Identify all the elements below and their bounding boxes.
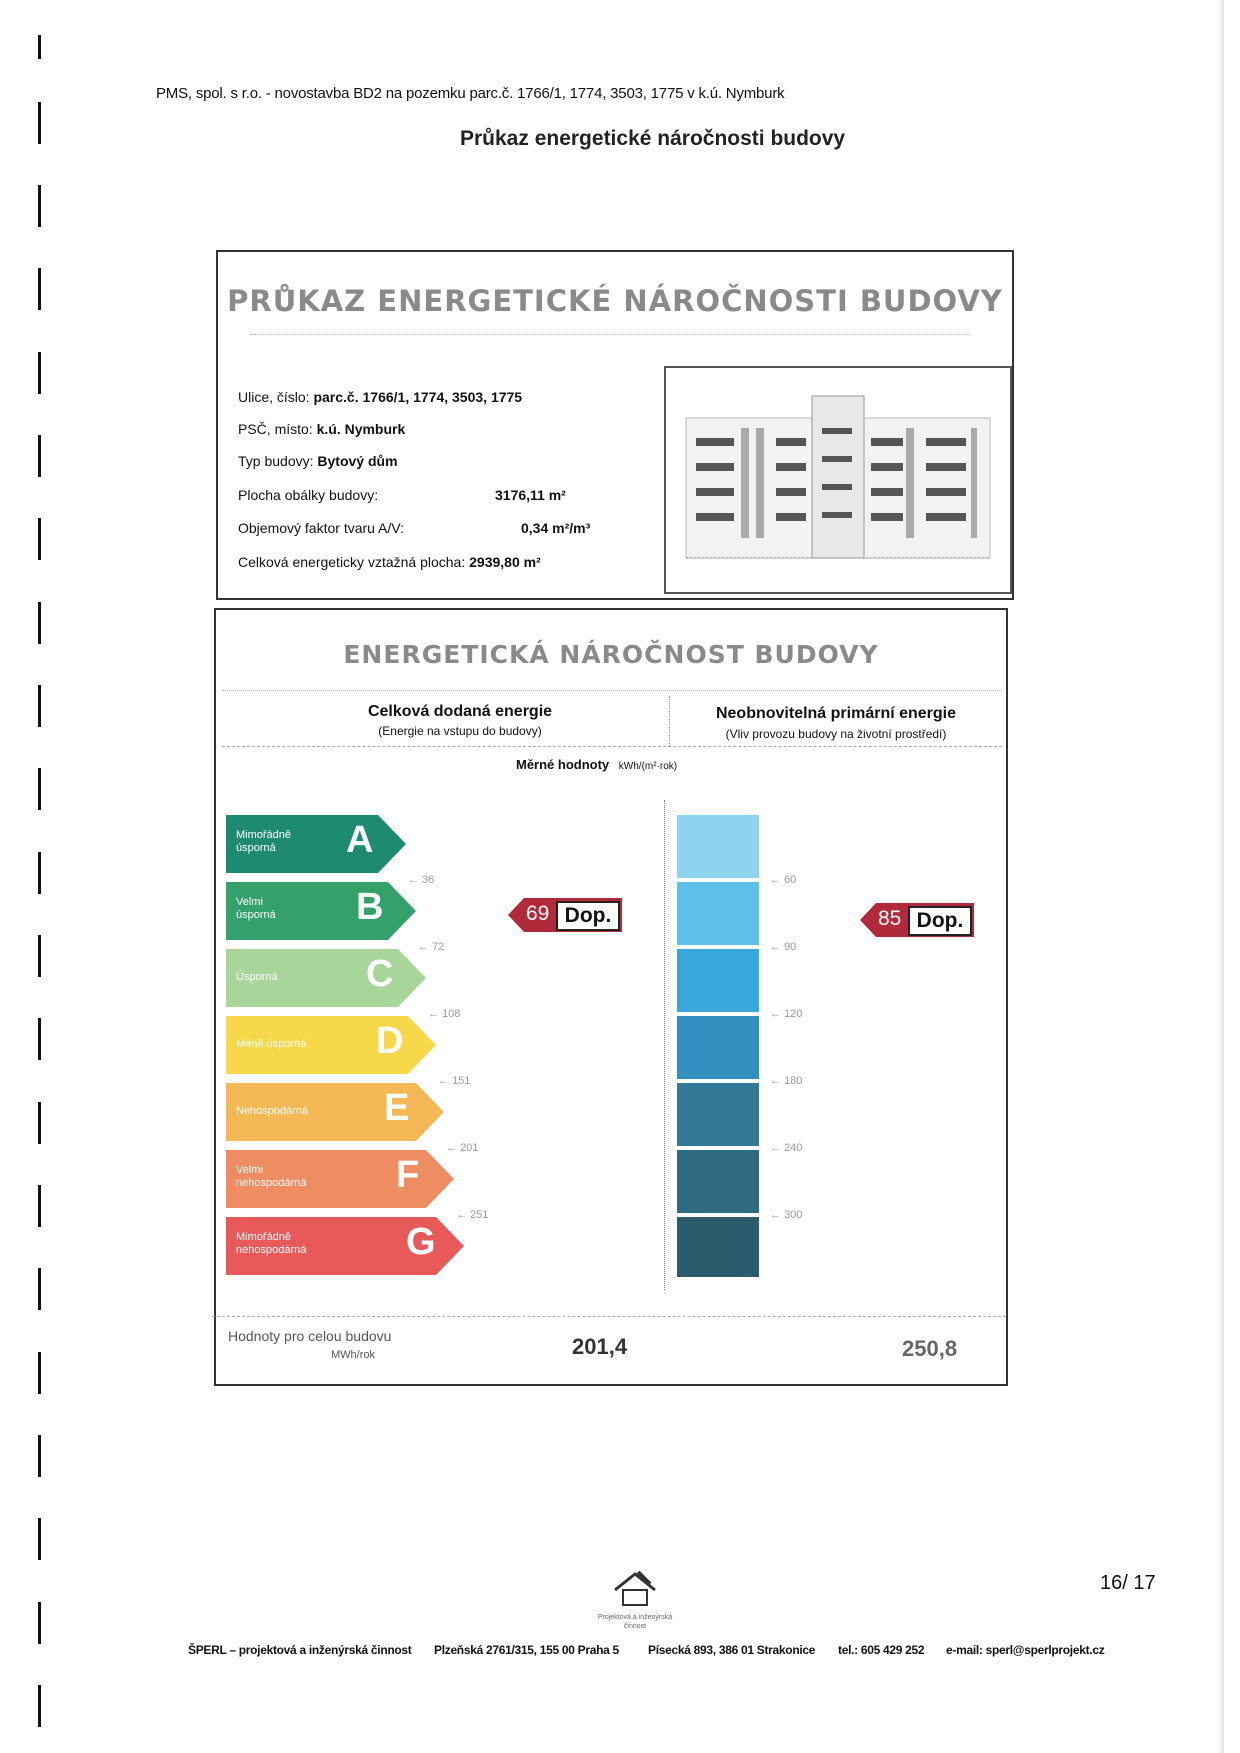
primary-band-6 <box>677 1150 759 1213</box>
delivered-threshold-tick: ← 36 <box>408 874 435 886</box>
column-delivered-heading: Celková dodaná energie <box>367 703 553 720</box>
footer-phone: tel.: 605 429 252 <box>838 1643 925 1657</box>
primary-band-7 <box>677 1217 759 1277</box>
primary-threshold-tick: ← 300 <box>770 1209 803 1221</box>
class-band-f: Velmi nehospodárná F <box>226 1150 454 1208</box>
primary-band-2 <box>677 882 759 945</box>
document-title: Průkaz energetické náročnosti budovy <box>460 127 846 150</box>
total-delivered-value: 201,4 <box>572 1334 628 1359</box>
primary-threshold-tick: ← 90 <box>770 941 797 953</box>
primary-band-3 <box>677 949 759 1012</box>
primary-band-4 <box>677 1016 759 1079</box>
column-primary-subheading: (Vliv provozu budovy na životní prostředí) <box>725 727 947 741</box>
footer-company: ŠPERL – projektová a inženýrská činnost <box>188 1643 412 1657</box>
class-letter: F <box>396 1154 420 1196</box>
column-primary-heading: Neobnovitelná primární energie <box>715 705 957 722</box>
info-shape-factor-value: 0,34 m²/m³ <box>521 520 591 536</box>
primary-threshold-tick: ← 240 <box>770 1142 803 1154</box>
building-photo <box>664 366 1012 594</box>
class-letter: B <box>356 886 384 928</box>
primary-energy-marker <box>860 903 974 937</box>
primary-class-tag: Dop. <box>908 906 972 936</box>
info-shape-factor-label: Objemový faktor tvaru A/V: <box>238 520 404 536</box>
delivered-threshold-tick: ← 151 <box>438 1075 471 1087</box>
totals-label: Hodnoty pro celou budovu <box>228 1328 392 1344</box>
delivered-value: 69 <box>526 902 550 925</box>
company-logo <box>590 1568 680 1631</box>
header-rule <box>222 746 1002 747</box>
info-postcode: PSČ, místo: k.ú. Nymburk <box>238 421 406 437</box>
class-letter: E <box>384 1087 410 1129</box>
primary-threshold-tick: ← 120 <box>770 1008 803 1020</box>
columns-divider <box>669 696 670 746</box>
info-envelope-area-label: Plocha obálky budovy: <box>238 487 379 503</box>
class-letter: D <box>376 1020 404 1062</box>
class-letter: G <box>406 1221 436 1263</box>
class-letter: C <box>366 953 394 995</box>
footer-address-prague: Plzeňská 2761/315, 155 00 Praha 5 <box>434 1643 619 1657</box>
document-header: PMS, spol. s r.o. - novostavba BD2 na pozemku parc.č. 1766/1, 1774, 3503, 1775 v k.ú. Nymburk <box>156 85 785 102</box>
primary-band-5 <box>677 1083 759 1146</box>
totals-units: MWh/rok <box>331 1349 375 1361</box>
delivered-threshold-tick: ← 108 <box>428 1008 461 1020</box>
class-band-d: Méně úsporná D <box>226 1016 436 1074</box>
primary-band-1 <box>677 815 759 878</box>
scale-axis-line <box>664 800 665 1290</box>
building-photo-icon <box>666 368 1010 592</box>
footer-address-strakonice: Písecká 893, 386 01 Strakonice <box>648 1643 816 1657</box>
primary-threshold-tick: ← 60 <box>770 874 797 886</box>
info-divider <box>250 334 970 335</box>
class-band-e: Nehospodárná E <box>226 1083 444 1141</box>
performance-divider <box>222 690 1002 691</box>
info-reference-area: Celková energeticky vztažná plocha: 2939,80 m² <box>238 554 541 570</box>
delivered-threshold-tick: ← 72 <box>418 941 445 953</box>
page-number: 16/ 17 <box>1100 1572 1156 1594</box>
totals-rule <box>212 1316 1006 1317</box>
column-delivered-subheading: (Energie na vstupu do budovy) <box>378 724 542 738</box>
primary-threshold-tick: ← 180 <box>770 1075 803 1087</box>
info-envelope-area-value: 3176,11 m² <box>495 487 566 503</box>
units-heading: Měrné hodnoty kWh/(m²·rok) <box>516 757 678 772</box>
delivered-energy-marker <box>508 898 622 932</box>
class-letter: A <box>346 819 374 861</box>
total-primary-value: 250,8 <box>902 1336 958 1361</box>
logo-caption: Projektová a inženýrská činnost <box>597 1614 673 1630</box>
info-street: Ulice, číslo: parc.č. 1766/1, 1774, 3503, 1775 <box>238 389 523 405</box>
scan-edge-shadow <box>1218 0 1224 1753</box>
delivered-threshold-tick: ← 251 <box>456 1209 489 1221</box>
certificate-title: PRŮKAZ ENERGETICKÉ NÁROČNOSTI BUDOVY <box>227 284 1003 318</box>
footer-email: e-mail: sperl@sperlprojekt.cz <box>946 1643 1105 1657</box>
delivered-class-tag: Dop. <box>556 901 620 931</box>
primary-value: 85 <box>878 907 902 930</box>
performance-title: ENERGETICKÁ NÁROČNOST BUDOVY <box>343 640 879 669</box>
house-logo-icon <box>610 1568 660 1608</box>
class-band-a: Mimořádně úsporná A <box>226 815 406 873</box>
class-band-g: Mimořádně nehospodárná G <box>226 1217 464 1275</box>
info-building-type: Typ budovy: Bytový dům <box>238 453 398 469</box>
class-band-b: Velmi úsporná B <box>226 882 416 940</box>
delivered-threshold-tick: ← 201 <box>446 1142 479 1154</box>
class-band-c: Úsporná C <box>226 949 426 1007</box>
